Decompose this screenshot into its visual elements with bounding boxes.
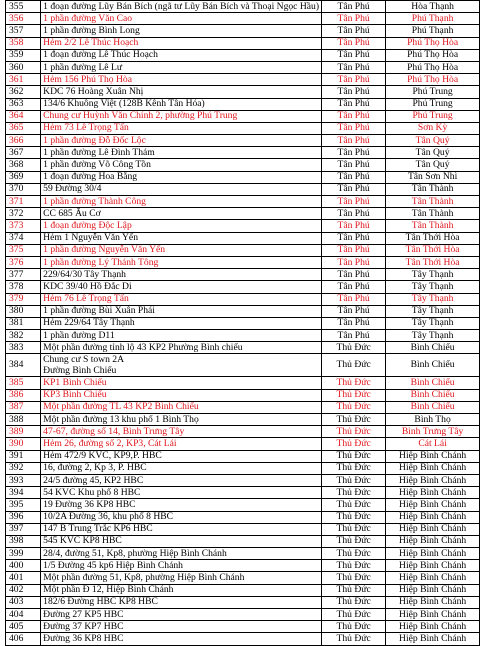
district-cell: Tân Phú [322,317,386,329]
table-row [6,135,480,147]
table-row [6,426,480,438]
row-number-cell: 400 [6,560,41,572]
ward-cell: Tân Thành [386,183,480,195]
row-number-cell: 393 [6,474,41,486]
ward-cell: Bình Chiểu [386,401,480,413]
row-number-cell: 389 [6,426,41,438]
district-cell: Tân Phú [322,37,386,49]
row-number-cell: 380 [6,305,41,317]
ward-cell: Bình Trưng Tây [386,426,480,438]
row-number-cell: 404 [6,609,41,621]
ward-cell: Phú Thạnh [386,25,480,37]
district-cell: Thủ Đức [322,462,386,474]
row-number-cell: 377 [6,269,41,281]
district-cell: Tân Phú [322,305,386,317]
row-number-cell: 375 [6,244,41,256]
ward-cell: Tân Thới Hòa [386,232,480,244]
ward-cell: Tân Thới Hòa [386,256,480,268]
district-cell: Thủ Đức [322,560,386,572]
table-row [6,293,480,305]
table-row [6,305,480,317]
row-number-cell: 361 [6,74,41,86]
table-row [6,462,480,474]
table-row [6,183,480,195]
district-cell: Thủ Đức [322,487,386,499]
district-cell: Tân Phú [322,208,386,220]
table-row [6,171,480,183]
ward-cell: Hiệp Bình Chánh [386,596,480,608]
row-number-cell: 370 [6,183,41,195]
table-row [6,49,480,61]
row-number-cell: 391 [6,450,41,462]
location-name-cell: 1 phần đường Bùi Xuân Phái [41,305,322,317]
row-number-cell: 399 [6,548,41,560]
location-name-cell: 1 phần đường Lê Đình Thám [41,147,322,159]
ward-cell: Tân Thới Hòa [386,244,480,256]
row-number-cell: 396 [6,511,41,523]
table-row [6,317,480,329]
ward-cell: Hòa Thạnh [386,1,480,13]
ward-cell: Hiệp Bình Chánh [386,499,480,511]
row-number-cell: 359 [6,49,41,61]
table-body [6,1,480,646]
row-number-cell: 388 [6,414,41,426]
table-row [6,147,480,159]
district-cell: Tân Phú [322,13,386,25]
district-cell: Thủ Đức [322,450,386,462]
ward-cell: Tân Thành [386,220,480,232]
table-row [6,572,480,584]
row-number-cell: 403 [6,596,41,608]
table-row [6,220,480,232]
ward-cell: Tân Thành [386,208,480,220]
location-name-cell: Hẻm 73 Lê Trọng Tấn [41,122,322,134]
row-number-cell: 386 [6,389,41,401]
district-cell: Tân Phú [322,25,386,37]
ward-cell: Hiệp Bình Chánh [386,523,480,535]
row-number-cell: 369 [6,171,41,183]
ward-cell: Tây Thạnh [386,330,480,342]
ward-cell: Cát Lái [386,438,480,450]
location-name-cell: Đường 27 KP5 HBC [41,609,322,621]
district-cell: Tân Phú [322,171,386,183]
row-number-cell: 406 [6,633,41,645]
district-cell: Tân Phú [322,232,386,244]
location-name-cell: Hẻm 2/2 Lê Thúc Hoạch [41,37,322,49]
district-cell: Tân Phú [322,61,386,73]
location-name-cell: KDC 39/40 Hồ Đắc Di [41,281,322,293]
district-cell: Thủ Đức [322,377,386,389]
district-cell: Tân Phú [322,1,386,13]
district-cell: Tân Phú [322,330,386,342]
location-name-cell: Chung cư S town 2A Đường Bình Chiểu [41,354,322,377]
district-cell: Thủ Đức [322,535,386,547]
district-cell: Tân Phú [322,269,386,281]
location-name-cell: Một phần đường tỉnh lộ 43 KP2 Phường Bình chiểu [41,342,322,354]
location-name-cell: 1 đoạn đường Độc Lập [41,220,322,232]
table-row [6,438,480,450]
district-cell: Thủ Đức [322,633,386,645]
ward-cell: Bình Chiểu [386,342,480,354]
location-name-cell: KDC 76 Hoàng Xuân Nhị [41,86,322,98]
district-cell: Thủ Đức [322,414,386,426]
table-row [6,535,480,547]
row-number-cell: 376 [6,256,41,268]
district-cell: Tân Phú [322,244,386,256]
table-row [6,269,480,281]
table-row [6,342,480,354]
table-row [6,196,480,208]
district-cell: Tân Phú [322,49,386,61]
ward-cell: Hiệp Bình Chánh [386,462,480,474]
table-row [6,584,480,596]
row-number-cell: 368 [6,159,41,171]
district-cell: Thủ Đức [322,596,386,608]
ward-cell: Hiệp Bình Chánh [386,584,480,596]
location-name-cell: 1 phần đường Nguyễn Văn Yến [41,244,322,256]
ward-cell: Hiệp Bình Chánh [386,633,480,645]
location-name-cell: Hẻm 76 Lê Trọng Tấn [41,293,322,305]
district-cell: Tân Phú [322,86,386,98]
district-cell: Tân Phú [322,147,386,159]
location-name-cell: 134/6 Khuông Việt (128B Kênh Tân Hóa) [41,98,322,110]
row-number-cell: 379 [6,293,41,305]
table-row [6,511,480,523]
ward-cell: Hiệp Bình Chánh [386,560,480,572]
table-row [6,281,480,293]
location-name-cell: Hẻm 26, đường số 2, KP3, Cát Lái [41,438,322,450]
location-name-cell: 1 đoạn đường Lê Thúc Hoạch [41,49,322,61]
table-row [6,159,480,171]
ward-cell: Tân Sơn Nhì [386,171,480,183]
district-cell: Tân Phú [322,196,386,208]
ward-cell: Bình Thọ [386,414,480,426]
ward-cell: Hiệp Bình Chánh [386,572,480,584]
location-name-cell: 10/2A Đường 36, khu phố 8 HBC [41,511,322,523]
location-name-cell: Một phần đường 13 khu phố 1 Bình Thọ [41,414,322,426]
row-number-cell: 387 [6,401,41,413]
row-number-cell: 363 [6,98,41,110]
location-name-cell: 1 phần đường D11 [41,330,322,342]
ward-cell: Phú Thạnh [386,13,480,25]
row-number-cell: 384 [6,354,41,377]
row-number-cell: 374 [6,232,41,244]
table-row [6,330,480,342]
district-cell: Tân Phú [322,281,386,293]
location-name-cell: Hẻm 156 Phú Thọ Hòa [41,74,322,86]
district-cell: Tân Phú [322,220,386,232]
location-name-cell: 59 Đường 30/4 [41,183,322,195]
row-number-cell: 385 [6,377,41,389]
district-cell: Tân Phú [322,256,386,268]
ward-cell: Tây Thạnh [386,269,480,281]
table-row [6,208,480,220]
district-cell: Thủ Đức [322,342,386,354]
row-number-cell: 365 [6,122,41,134]
location-name-cell: 1/5 Đường 45 kp6 Hiệp Bình Chánh [41,560,322,572]
district-cell: Thủ Đức [322,572,386,584]
row-number-cell: 366 [6,135,41,147]
table-row [6,401,480,413]
district-cell: Tân Phú [322,98,386,110]
ward-cell: Phú Thọ Hòa [386,37,480,49]
district-cell: Tân Phú [322,293,386,305]
row-number-cell: 356 [6,13,41,25]
district-cell: Thủ Đức [322,389,386,401]
ward-cell: Tân Quý [386,135,480,147]
location-name-cell: Một phần Đ 12, Hiệp Bình Chánh [41,584,322,596]
district-cell: Thủ Đức [322,474,386,486]
row-number-cell: 358 [6,37,41,49]
district-cell: Thủ Đức [322,499,386,511]
ward-cell: Phú Trung [386,98,480,110]
row-number-cell: 401 [6,572,41,584]
row-number-cell: 382 [6,330,41,342]
row-number-cell: 381 [6,317,41,329]
row-number-cell: 383 [6,342,41,354]
location-name-cell: Đường 37 KP7 HBC [41,621,322,633]
district-cell: Tân Phú [322,122,386,134]
row-number-cell: 397 [6,523,41,535]
table-row [6,98,480,110]
location-name-cell: Hẻm 1 Nguyễn Văn Yến [41,232,322,244]
district-cell: Thủ Đức [322,548,386,560]
location-name-cell: Một phần đường TL 43 KP2 Bình Chiểu [41,401,322,413]
table-row [6,389,480,401]
district-cell: Thủ Đức [322,426,386,438]
location-name-cell: 54 KVC Khu phố 8 HBC [41,487,322,499]
location-name-cell: 1 phần đường Bình Long [41,25,322,37]
ward-cell: Phú Thọ Hòa [386,49,480,61]
row-number-cell: 402 [6,584,41,596]
district-cell: Thủ Đức [322,609,386,621]
row-number-cell: 357 [6,25,41,37]
location-name-cell: 1 phần đường Võ Công Tồn [41,159,322,171]
location-name-cell: Một phần đường 51, Kp8, phường Hiệp Bình Chánh [41,572,322,584]
table-row [6,621,480,633]
district-cell: Thủ Đức [322,401,386,413]
table-row [6,523,480,535]
ward-cell: Tây Thạnh [386,317,480,329]
location-name-cell: 1 phần đường Thành Công [41,196,322,208]
table-row [6,560,480,572]
ward-cell: Hiệp Bình Chánh [386,609,480,621]
row-number-cell: 392 [6,462,41,474]
row-number-cell: 378 [6,281,41,293]
location-name-cell: 1 phần đường Lê Lư [41,61,322,73]
row-number-cell: 372 [6,208,41,220]
location-name-cell: 545 KVC KP8 HBC [41,535,322,547]
row-number-cell: 364 [6,110,41,122]
row-number-cell: 390 [6,438,41,450]
ward-cell: Tây Thạnh [386,281,480,293]
district-cell: Tân Phú [322,110,386,122]
table-row [6,74,480,86]
location-name-cell: KP1 Bình Chiểu [41,377,322,389]
district-cell: Thủ Đức [322,584,386,596]
ward-cell: Tây Thạnh [386,293,480,305]
table-row [6,354,480,377]
ward-cell: Hiệp Bình Chánh [386,535,480,547]
table-row [6,256,480,268]
ward-cell: Tây Thạnh [386,305,480,317]
ward-cell: Bình Chiểu [386,354,480,377]
location-name-cell: Chung cư Huỳnh Văn Chính 2, phường Phú Trung [41,110,322,122]
ward-cell: Hiệp Bình Chánh [386,450,480,462]
location-name-cell: 19 Đường 36 KP8 HBC [41,499,322,511]
district-cell: Tân Phú [322,135,386,147]
table-row [6,37,480,49]
row-number-cell: 373 [6,220,41,232]
lockdown-area-table [5,0,480,646]
table-row [6,609,480,621]
table-row [6,1,480,13]
table-row [6,244,480,256]
district-cell: Thủ Đức [322,621,386,633]
ward-cell: Hiệp Bình Chánh [386,548,480,560]
ward-cell: Hiệp Bình Chánh [386,487,480,499]
table-row [6,122,480,134]
table-row [6,596,480,608]
location-name-cell: Đường 36 KP8 HBC [41,633,322,645]
ward-cell: Tân Quý [386,159,480,171]
district-cell: Tân Phú [322,74,386,86]
row-number-cell: 360 [6,61,41,73]
table-row [6,487,480,499]
district-cell: Tân Phú [322,183,386,195]
district-cell: Thủ Đức [322,438,386,450]
table-row [6,450,480,462]
row-number-cell: 355 [6,1,41,13]
location-name-cell: 28/4, đường 51, Kp8, phường Hiệp Bình Chánh [41,548,322,560]
table-row [6,414,480,426]
ward-cell: Hiệp Bình Chánh [386,474,480,486]
location-name-cell: 1 phần đường Lý Thánh Tông [41,256,322,268]
row-number-cell: 371 [6,196,41,208]
ward-cell: Bình Chiểu [386,389,480,401]
location-name-cell: 229/64/30 Tây Thạnh [41,269,322,281]
table-row [6,377,480,389]
table-row [6,232,480,244]
location-name-cell: 1 đoạn đường Lũy Bán Bích (ngã tư Lũy Bán Bích và Thoại Ngọc Hầu) [41,1,322,13]
location-name-cell: 24/5 đường 45, KP2 HBC [41,474,322,486]
ward-cell: Hiệp Bình Chánh [386,511,480,523]
location-name-cell: 16, đường 2, Kp 3, P. HBC [41,462,322,474]
row-number-cell: 405 [6,621,41,633]
table-row [6,13,480,25]
table-row [6,548,480,560]
location-name-cell: 182/6 Đường HBC KP8 HBC [41,596,322,608]
table-row [6,25,480,37]
ward-cell: Phú Thọ Hòa [386,74,480,86]
row-number-cell: 395 [6,499,41,511]
row-number-cell: 367 [6,147,41,159]
table-row [6,61,480,73]
ward-cell: Bình Chiểu [386,377,480,389]
location-name-cell: 47-67, đường số 14, Bình Trưng Tây [41,426,322,438]
ward-cell: Tân Quý [386,147,480,159]
district-cell: Thủ Đức [322,354,386,377]
district-cell: Tân Phú [322,159,386,171]
district-cell: Thủ Đức [322,511,386,523]
ward-cell: Tân Thành [386,196,480,208]
table-row [6,86,480,98]
ward-cell: Sơn Kỳ [386,122,480,134]
location-name-cell: Hẻm 472/9 KVC, KP9,P. HBC [41,450,322,462]
ward-cell: Phú Trung [386,86,480,98]
location-name-cell: KP3 Bình Chiểu [41,389,322,401]
table-row [6,110,480,122]
location-name-cell: 1 đoạn đường Hoa Bằng [41,171,322,183]
location-name-cell: 147 B Trung Trắc KP6 HBC [41,523,322,535]
table-row [6,499,480,511]
row-number-cell: 394 [6,487,41,499]
location-name-cell: 1 phần đường Đỗ Đốc Lộc [41,135,322,147]
location-name-cell: 1 phần đường Văn Cao [41,13,322,25]
ward-cell: Phú Thọ Hòa [386,61,480,73]
ward-cell: Hiệp Bình Chánh [386,621,480,633]
row-number-cell: 362 [6,86,41,98]
district-cell: Thủ Đức [322,523,386,535]
row-number-cell: 398 [6,535,41,547]
table-row [6,474,480,486]
location-name-cell: CC 685 Âu Cơ [41,208,322,220]
location-name-cell: Hẻm 229/64 Tây Thạnh [41,317,322,329]
ward-cell: Phú Trung [386,110,480,122]
